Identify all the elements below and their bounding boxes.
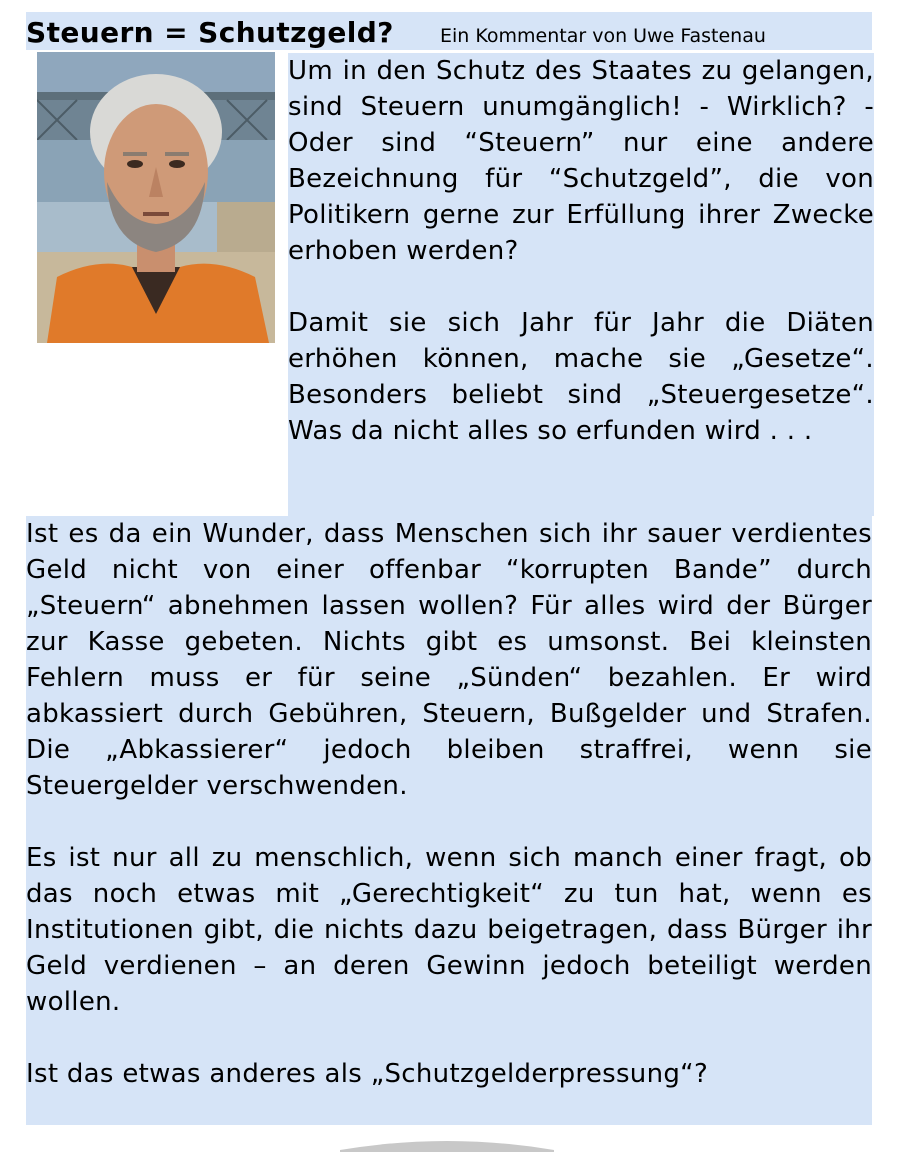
footer-divider	[340, 1137, 554, 1151]
intro-text-block	[288, 53, 874, 516]
article-title: Steuern = Schutzgeld?	[26, 16, 394, 49]
body-paragraph-3: Ist das etwas anderes als „Schutzgelderpressung“?	[26, 1059, 709, 1089]
author-photo	[37, 52, 275, 343]
article-header	[26, 12, 872, 50]
article-byline: Ein Kommentar von Uwe Fastenau	[440, 25, 766, 47]
intro-paragraph-2: Damit sie sich Jahr für Jahr die Diäten erhöhen können, mache sie „Gesetze“. Besonders beliebt sind „Steuergesetze“. Was da nicht alles so erfunden wird . . .	[288, 308, 874, 446]
body-paragraph-1: Ist es da ein Wunder, dass Menschen sich ihr sauer verdientes Geld nicht von einer offenbar “korrupten Bande” durch „Steuern“ abnehmen lassen wollen? Für alles wird der Bürger zur Kasse gebeten. Nichts gibt es umsonst. Bei kleinsten Fehlern muss er für seine „Sünden“ bezahlen. Er wird abkassiert durch Gebühren, Steuern, Bußgelder und Strafen. Die „Abkassierer“ jedoch bleiben straffrei, wenn sie Steuergelder verschwenden.	[26, 519, 872, 801]
main-text-block	[26, 516, 872, 1125]
body-paragraph-2: Es ist nur all zu menschlich, wenn sich manch einer fragt, ob das noch etwas mit „Gerechtigkeit“ zu tun hat, wenn es Institutionen gibt, die nichts dazu beigetragen, dass Bürger ihr Geld verdienen – an deren Gewinn jedoch beteiligt werden wollen.	[26, 843, 872, 1017]
intro-paragraph-1: Um in den Schutz des Staates zu gelangen, sind Steuern unumgänglich! - Wirklich? - Oder sind “Steuern” nur eine andere Bezeichnung für “Schutzgeld”, die von Politikern gerne zur Erfüllung ihrer Zwecke erhoben werden?	[288, 56, 874, 266]
